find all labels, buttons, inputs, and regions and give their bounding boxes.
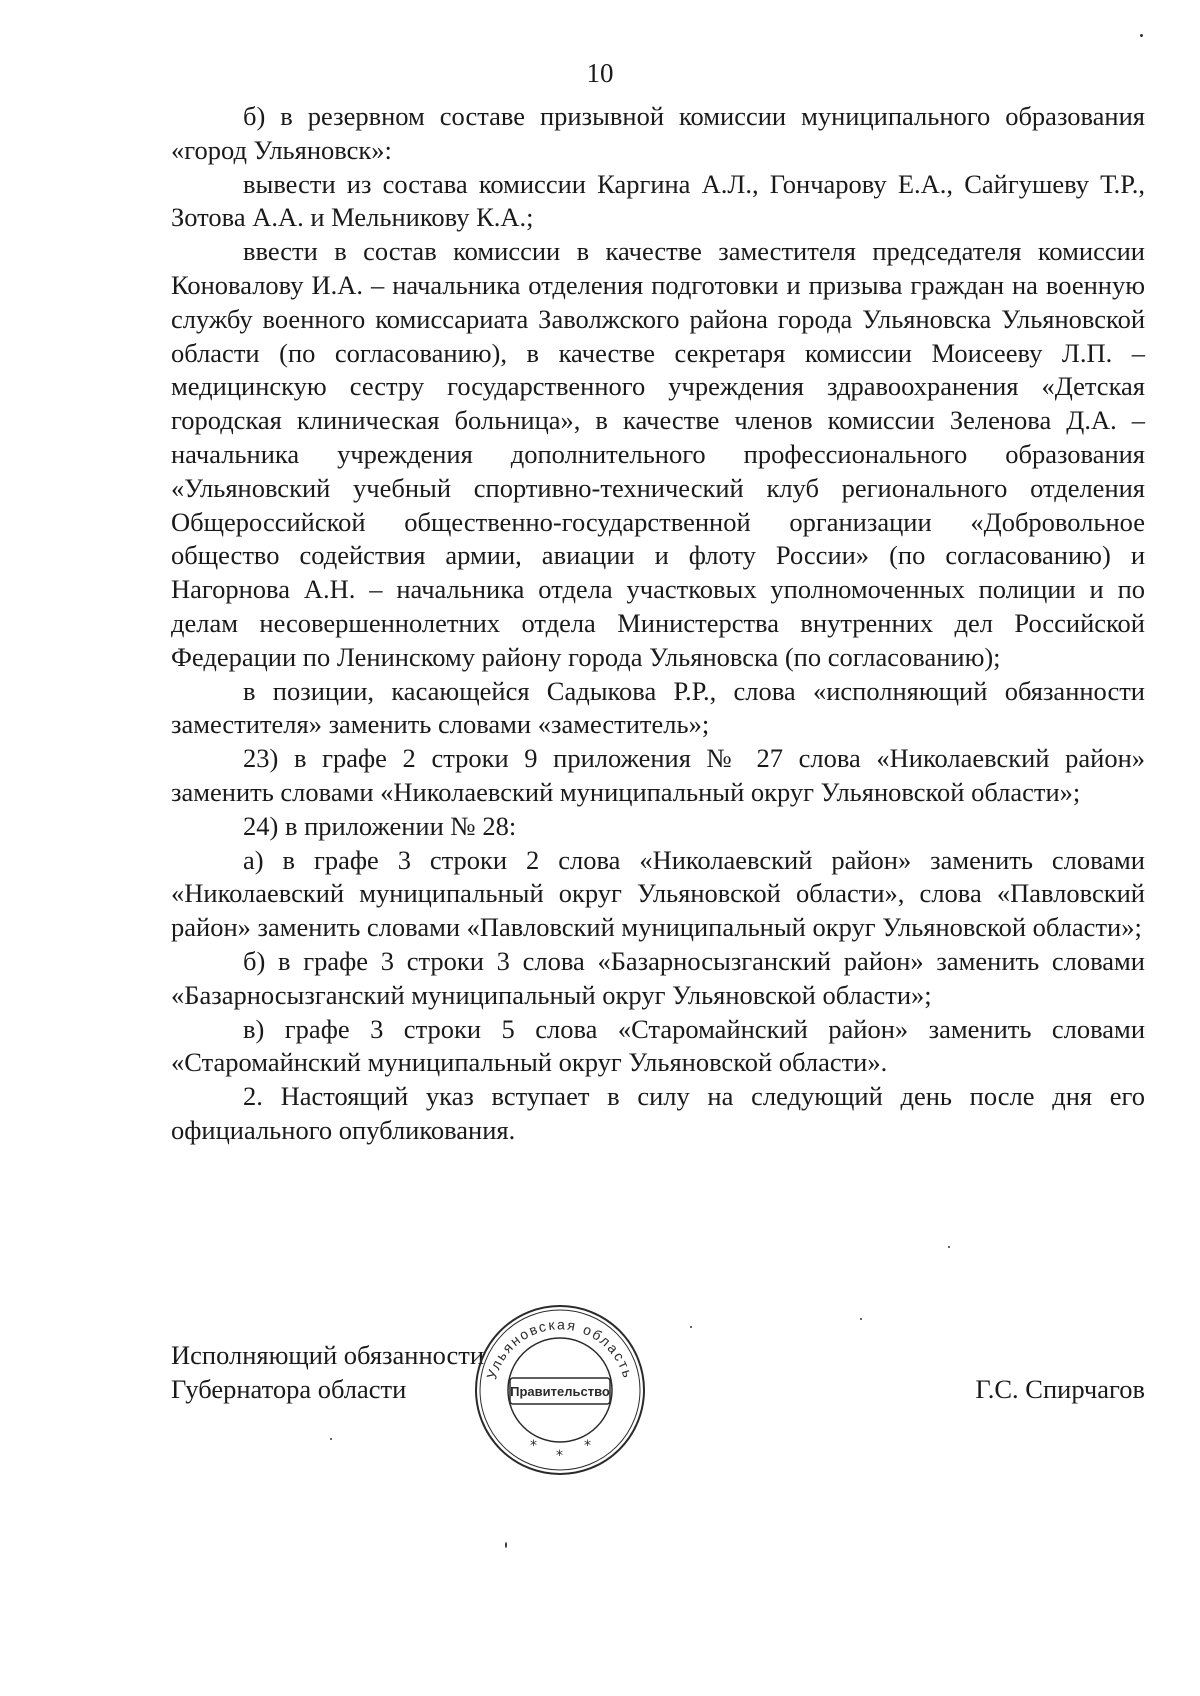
signatory-name: Г.С. Спирчагов — [975, 1374, 1145, 1404]
svg-text:Правительство: Правительство — [510, 1384, 610, 1399]
paragraph-remove-members: вывести из состава комиссии Каргина А.Л., Гончарову Е.А., Сайгушеву Т.Р., Зотова А.А. и Мельникову К.А.; — [171, 168, 1145, 233]
document-body — [171, 100, 1145, 1148]
paragraph-effective-date: 2. Настоящий указ вступает в силу на следующий день после дня его официального опубликования. — [171, 1081, 1145, 1145]
paragraph-add-members: ввести в состав комиссии в качестве заместителя председателя комиссии Коновалову И.А. – начальника отделения подготовки и призыва граждан на военную службу военного комиссариата Заволжского района города Ульяновска Ульяновской области (по согласованию), в качестве секретаря комиссии Моисееву Л.П. – медицинскую сестру государственного учреждения здравоохранения «Детская городская клиническая больница», в качестве членов комиссии Зеленова Д.А. – начальника учреждения дополнительного профессионального образования «Ульяновский учебный спортивно-технический клуб регионального отделения Общероссийской общественно-государственной организации «Добровольное общество содействия армии, авиации и флоту России» (по согласованию) и Нагорнова А.Н. – начальника отдела участковых уполномоченных полиции и по делам несовершеннолетних отдела Министерства внутренних дел Российской Федерации по Ленинскому району города Ульяновска (по согласованию); — [171, 236, 1145, 672]
signatory-title-line-1: Исполняющий обязанности — [171, 1340, 485, 1370]
scan-speck — [505, 1542, 507, 1548]
official-seal-stamp — [470, 1300, 650, 1480]
paragraph-item-23: 23) в графе 2 строки 9 приложения № 27 слова «Николаевский район» заменить словами «Николаевский муниципальный округ Ульяновской области»; — [171, 743, 1145, 807]
signature-block — [171, 1338, 1145, 1418]
svg-text:*: * — [530, 1438, 537, 1454]
paragraph-sadykov-position: в позиции, касающейся Садыкова Р.Р., слова «исполняющий обязанности заместителя» заменить словами «заместитель»; — [171, 675, 1145, 740]
svg-text:Ульяновская область: Ульяновская область — [483, 1316, 637, 1382]
scan-speck — [1140, 34, 1143, 37]
scan-speck — [330, 1438, 332, 1440]
page-number: 10 — [586, 58, 614, 88]
paragraph-item-24b: б) в графе 3 строки 3 слова «Базарносызганский район» заменить словами «Базарносызганский муниципальный округ Ульяновской области»; — [171, 945, 1145, 1010]
svg-text:*: * — [584, 1438, 591, 1454]
scan-speck — [948, 1246, 950, 1248]
paragraph-reserve-commission: б) в резервном составе призывной комиссии муниципального образования «город Ульяновск»: — [171, 101, 1145, 165]
paragraph-item-24: 24) в приложении № 28: — [243, 810, 517, 841]
scan-speck — [860, 1318, 862, 1320]
svg-text:*: * — [556, 1448, 563, 1464]
paragraph-item-24v: в) графе 3 строки 5 слова «Старомайнский район» заменить словами «Старомайнский муниципальный округ Ульяновской области». — [171, 1013, 1145, 1078]
signatory-title-line-2: Губернатора области — [171, 1374, 407, 1404]
paragraph-item-24a: а) в графе 3 строки 2 слова «Николаевский район» заменить словами «Николаевский муниципальный округ Ульяновской области», слова «Павловский район» заменить словами «Павловский муниципальный округ Ульяновской области»; — [171, 844, 1145, 943]
scan-speck — [690, 1326, 692, 1328]
